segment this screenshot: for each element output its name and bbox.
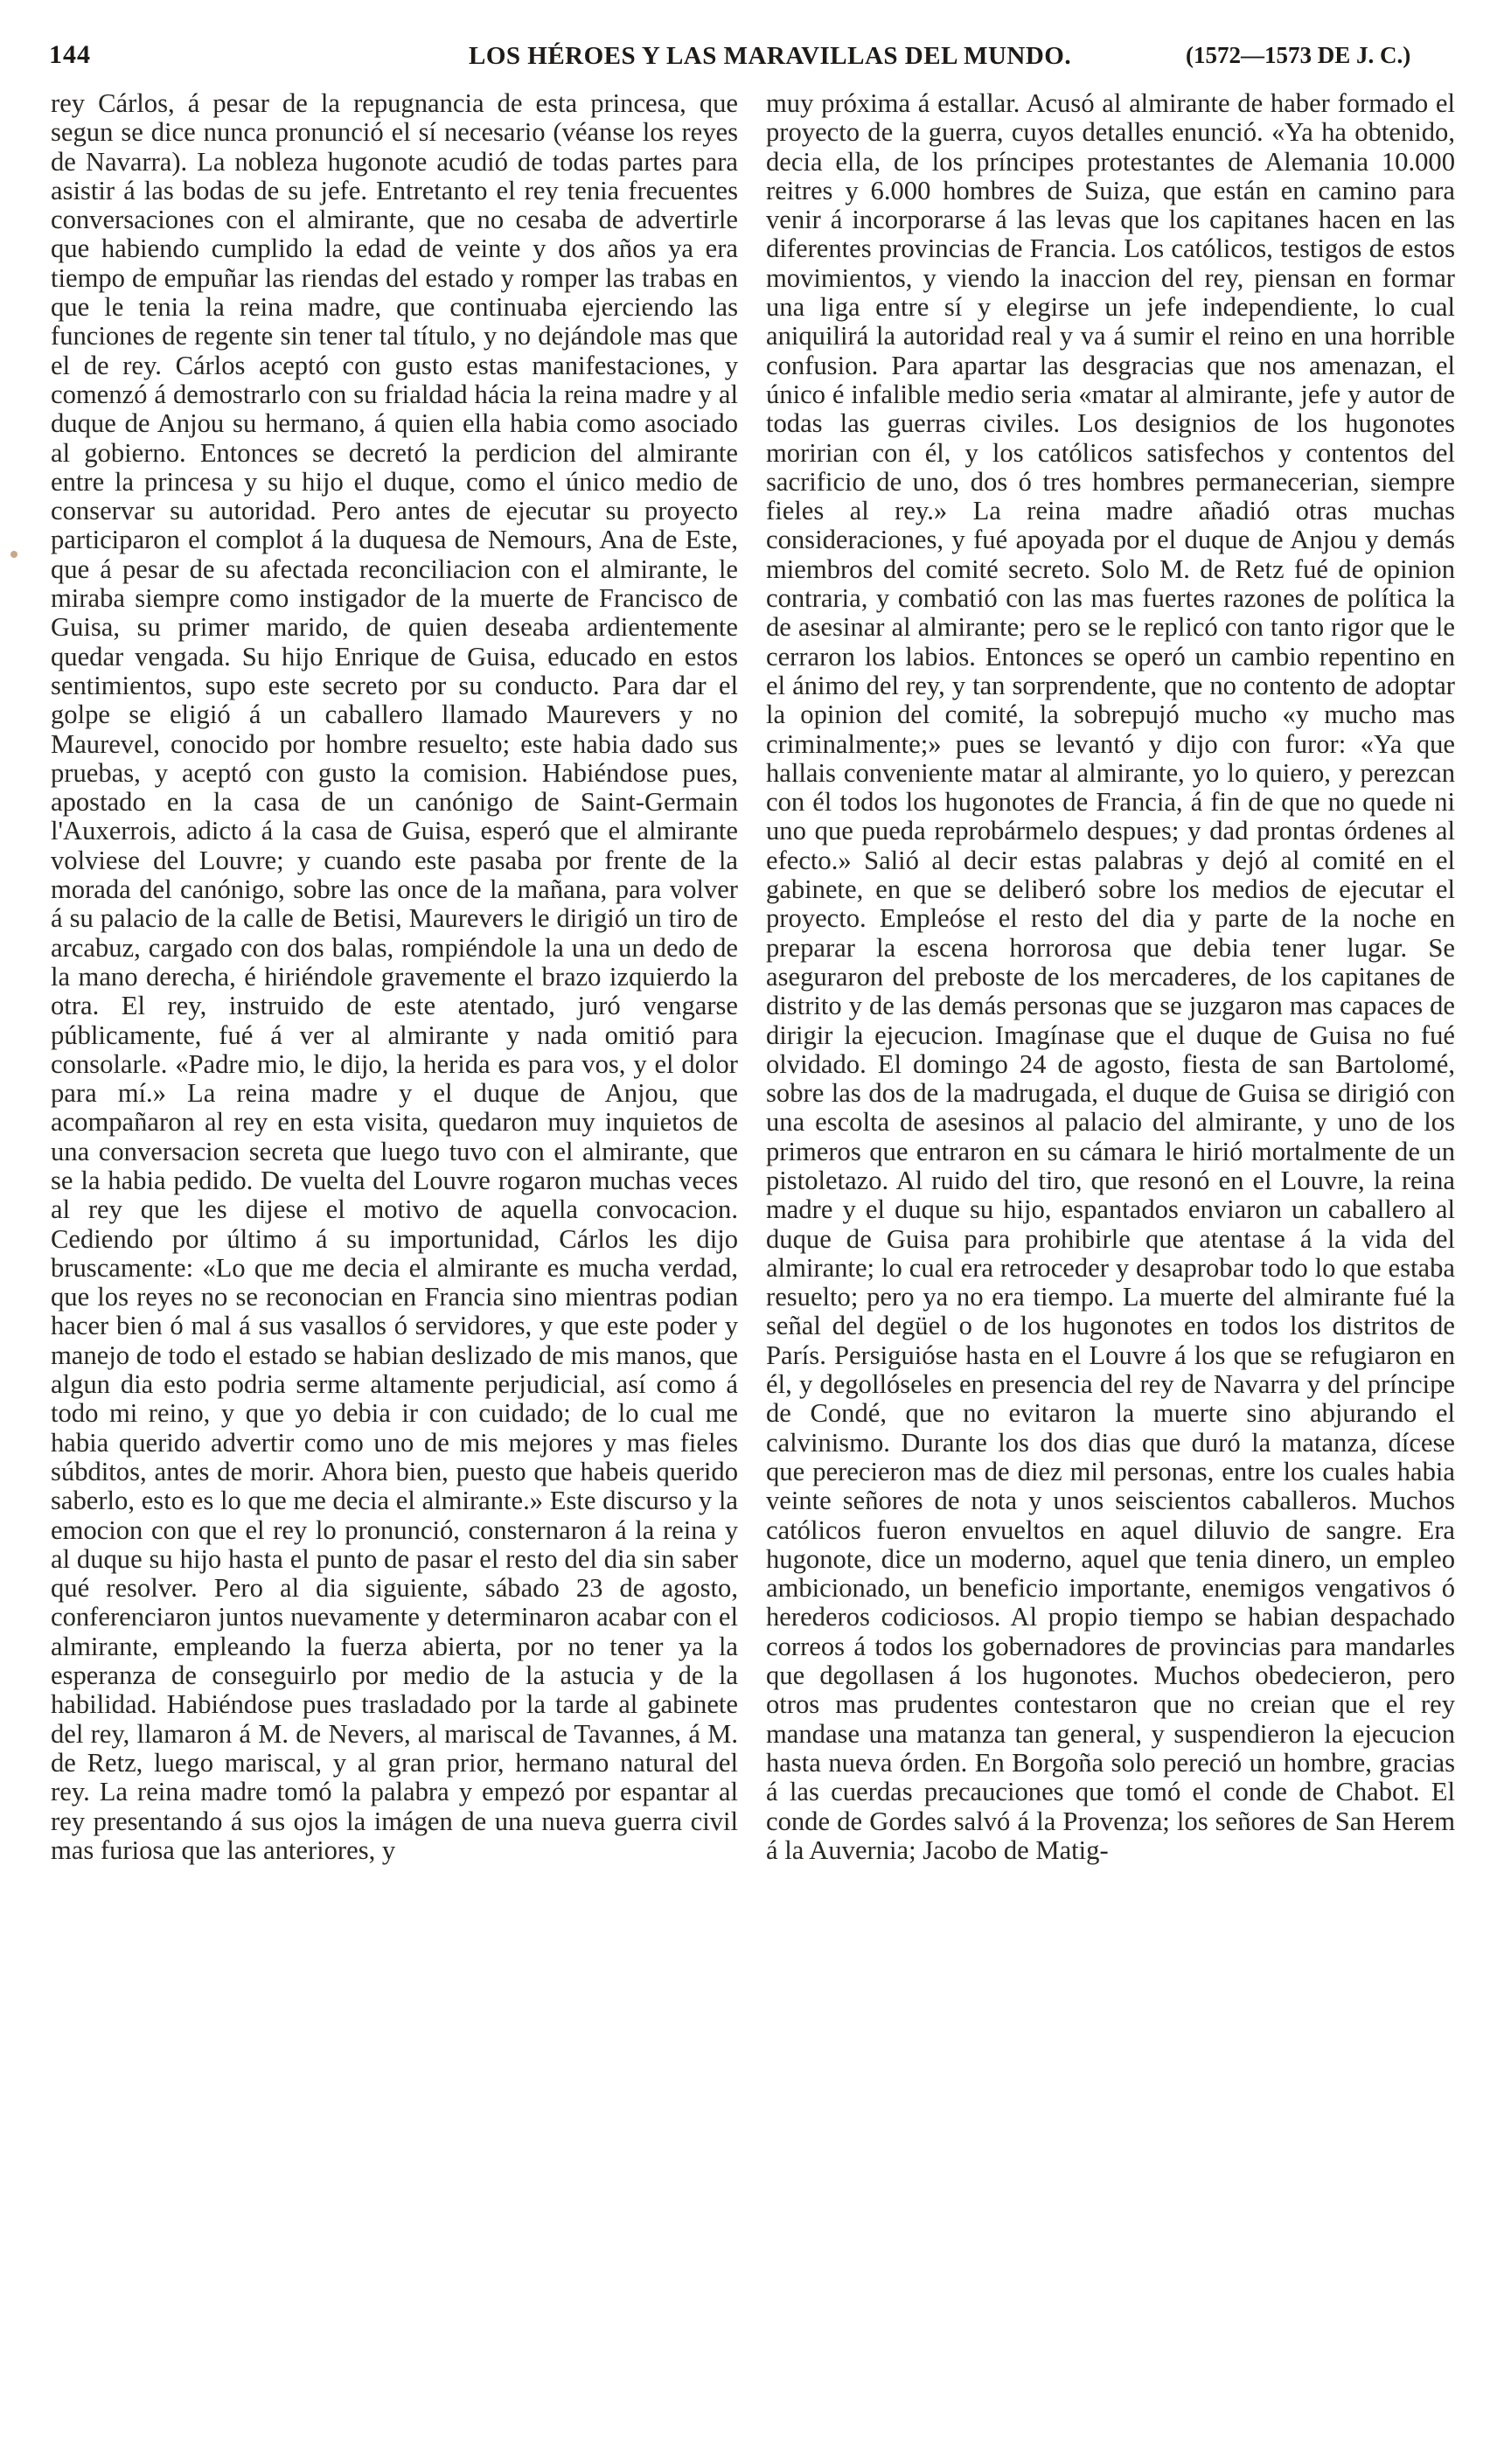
right-column-text: muy próxima á estallar. Acusó al almirante de haber formado el proyecto de la guerra, cuyos detalles enunció. «Ya ha obtenido, decia ella, de los príncipes protestantes de Alemania 10.000 reitres y 6.000 hombres de Suiza, que están en camino para venir á incorporarse á las levas que los capitanes hacen en las diferentes provincias de Francia. Los católicos, testigos de estos movimientos, y viendo la inaccion del rey, piensan en formar una liga entre sí y elegirse un jefe independiente, lo cual aniquilirá la autoridad real y va á sumir el reino en una horrible confusion. Para apartar las desgracias que nos amenazan, el único é infalible medio seria «matar al almirante, jefe y autor de todas las guerras civiles. Los designios de los hugonotes moririan con él, y los católicos satisfechos y contentos del sacrificio de uno, dos ó tres hombres permanecerian, siempre fieles al rey.» La reina madre añadió otras muchas consideraciones, y fué apoyada por el duque de Anjou y demás miembros del comité secreto. Solo M. de Retz fué de opinion contraria, y combatió con las mas fuertes razones de política la de asesinar al almirante; pero se le replicó con tanto rigor que le cerraron los labios. Entonces se operó un cambio repentino en el ánimo del rey, y tan sorprendente, que no contento de adoptar la opinion del comité, la sobrepujó mucho «y mucho mas criminalmente;» pues se levantó y dijo con furor: «Ya que hallais conveniente matar al almirante, yo lo quiero, y perezcan con él todos los hugonotes de Francia, á fin de que no quede ni uno que pueda reprobármelo despues; y dad prontas órdenes al efecto.» Salió al decir estas palabras y dejó al comité en el gabinete, en que se deliberó sobre los medios de ejecutar el proyecto. Empleóse el resto del dia y parte de la noche en preparar la escena horrorosa que debia tener lugar. Se aseguraron del preboste de los mercaderes, de los capitanes de distrito y de las demás personas que se juzgaron mas capaces de dirigir la ejecucion. Imagínase que el duque de Guisa no fué olvidado. El domingo 24 de agosto, fiesta de san Bartolomé, sobre las dos de la madrugada, el duque de Guisa se dirigió con una escolta de asesinos al palacio del almirante, y uno de los primeros que entraron en su cámara le hirió mortalmente de un pistoletazo. Al ruido del tiro, que resonó en el Louvre, la reina madre y el duque su hijo, espantados enviaron un caballero al duque de Guisa para prohibirle que atentase á la vida del almirante; lo cual era retroceder y desaprobar todo lo que estaba resuelto; pero ya no era tiempo. La muerte del almirante fué la señal del degüel o de los hugonotes en todos los distritos de París. Persiguióse hasta en el Louvre á los que se refugiaron en él, y degollóseles en presencia del rey de Navarra y del príncipe de Condé, que no evitaron la muerte sino abjurando el calvinismo. Durante los dos dias que duró la matanza, dícese que perecieron mas de diez mil personas, entre los cuales habia veinte señores de nota y unos seiscientos caballeros. Muchos católicos fueron envueltos en aquel diluvio de sangre. Era hugonote, dice un moderno, aquel que tenia dinero, un empleo ambicionado, un beneficio importante, enemigos vengativos ó herederos codiciosos. Al propio tiempo se habian despachado correos á todos los gobernadores de provincias para mandarles que degollasen á los hugonotes. Muchos obedecieron, pero otros mas prudentes contestaron que no creian que el rey mandase una matanza tan general, y suspendieron la ejecucion hasta nueva órden. En Borgoña solo pereció un hombre, gracias á las cuerdas precauciones que tomó el conde de Chabot. El conde de Gordes salvó á la Provenza; los señores de San Herem á la Auvernia; Jacobo de Matig-: [766, 88, 1455, 1865]
right-column: [766, 89, 1455, 1865]
date-range: (1572—1573 DE J. C.): [1186, 42, 1411, 68]
left-column: [51, 89, 738, 1865]
page-number: 144: [49, 40, 91, 69]
page-header: [49, 40, 1466, 79]
running-title: LOS HÉROES Y LAS MARAVILLAS DEL MUNDO.: [469, 42, 1072, 70]
left-column-text: rey Cárlos, á pesar de la repugnancia de esta princesa, que segun se dice nunca pronunció el sí necesario (véanse los reyes de Navarra). La nobleza hugonote acudió de todas partes para asistir á las bodas de su jefe. Entretanto el rey tenia frecuentes conversaciones con el almirante, que no cesaba de advertirle que habiendo cumplido la edad de veinte y dos años ya era tiempo de empuñar las riendas del estado y romper las trabas en que le tenia la reina madre, que continuaba ejerciendo las funciones de regente sin tener tal título, y no dejándole mas que el de rey. Cárlos aceptó con gusto estas manifestaciones, y comenzó á demostrarlo con su frialdad hácia la reina madre y al duque de Anjou su hermano, á quien ella habia como asociado al gobierno. Entonces se decretó la perdicion del almirante entre la princesa y su hijo el duque, como el único medio de conservar su autoridad. Pero antes de ejecutar su proyecto participaron el complot á la duquesa de Nemours, Ana de Este, que á pesar de su afectada reconciliacion con el almirante, le miraba siempre como instigador de la muerte de Francisco de Guisa, su primer marido, de quien deseaba ardientemente quedar vengada. Su hijo Enrique de Guisa, educado en estos sentimientos, supo este secreto por su conducto. Para dar el golpe se eligió á un caballero llamado Maurevers y no Maurevel, conocido por hombre resuelto; este habia dado sus pruebas, y aceptó con gusto la comision. Habiéndose pues, apostado en la casa de un canónigo de Saint-Germain l'Auxerrois, adicto á la casa de Guisa, esperó que el almirante volviese del Louvre; y cuando este pasaba por frente de la morada del canónigo, sobre las once de la mañana, para volver á su palacio de la calle de Betisi, Maurevers le dirigió un tiro de arcabuz, cargado con dos balas, rompiéndole la una un dedo de la mano derecha, é hiriéndole gravemente el brazo izquierdo la otra. El rey, instruido de este atentado, juró vengarse públicamente, fué á ver al almirante y nada omitió para consolarle. «Padre mio, le dijo, la herida es para vos, y el dolor para mí.» La reina madre y el duque de Anjou, que acompañaron al rey en esta visita, quedaron muy inquietos de una conversacion secreta que luego tuvo con el almirante, que se la habia pedido. De vuelta del Louvre rogaron muchas veces al rey que les dijese el motivo de aquella convocacion. Cediendo por último á su importunidad, Cárlos les dijo bruscamente: «Lo que me decia el almirante es mucha verdad, que los reyes no se reconocian en Francia sino mientras podian hacer bien ó mal á sus vasallos ó servidores, y que este poder y manejo de todo el estado se habian deslizado de mis manos, que algun dia esto podria serme altamente perjudicial, así como á todo mi reino, y que yo debia ir con cuidado; de lo cual me habia querido advertir como uno de mis mejores y mas fieles súbditos, antes de morir. Ahora bien, puesto que habeis querido saberlo, esto es lo que me decia el almirante.» Este discurso y la emocion con que el rey lo pronunció, consternaron á la reina y al duque su hijo hasta el punto de pasar el resto del dia sin saber qué resolver. Pero al dia siguiente, sábado 23 de agosto, conferenciaron juntos nuevamente y determinaron acabar con el almirante, empleando la fuerza abierta, por no tener ya la esperanza de conseguirlo por medio de la astucia y de la habilidad. Habiéndose pues trasladado por la tarde al gabinete del rey, llamaron á M. de Nevers, al mariscal de Tavannes, á M. de Retz, luego mariscal, y al gran prior, hermano natural del rey. La reina madre tomó la palabra y empezó por espantar al rey presentando á sus ojos la imágen de una nueva guerra civil mas furiosa que las anteriores, y: [51, 88, 738, 1865]
column-divider: [750, 91, 751, 2399]
margin-mark: [10, 551, 17, 558]
